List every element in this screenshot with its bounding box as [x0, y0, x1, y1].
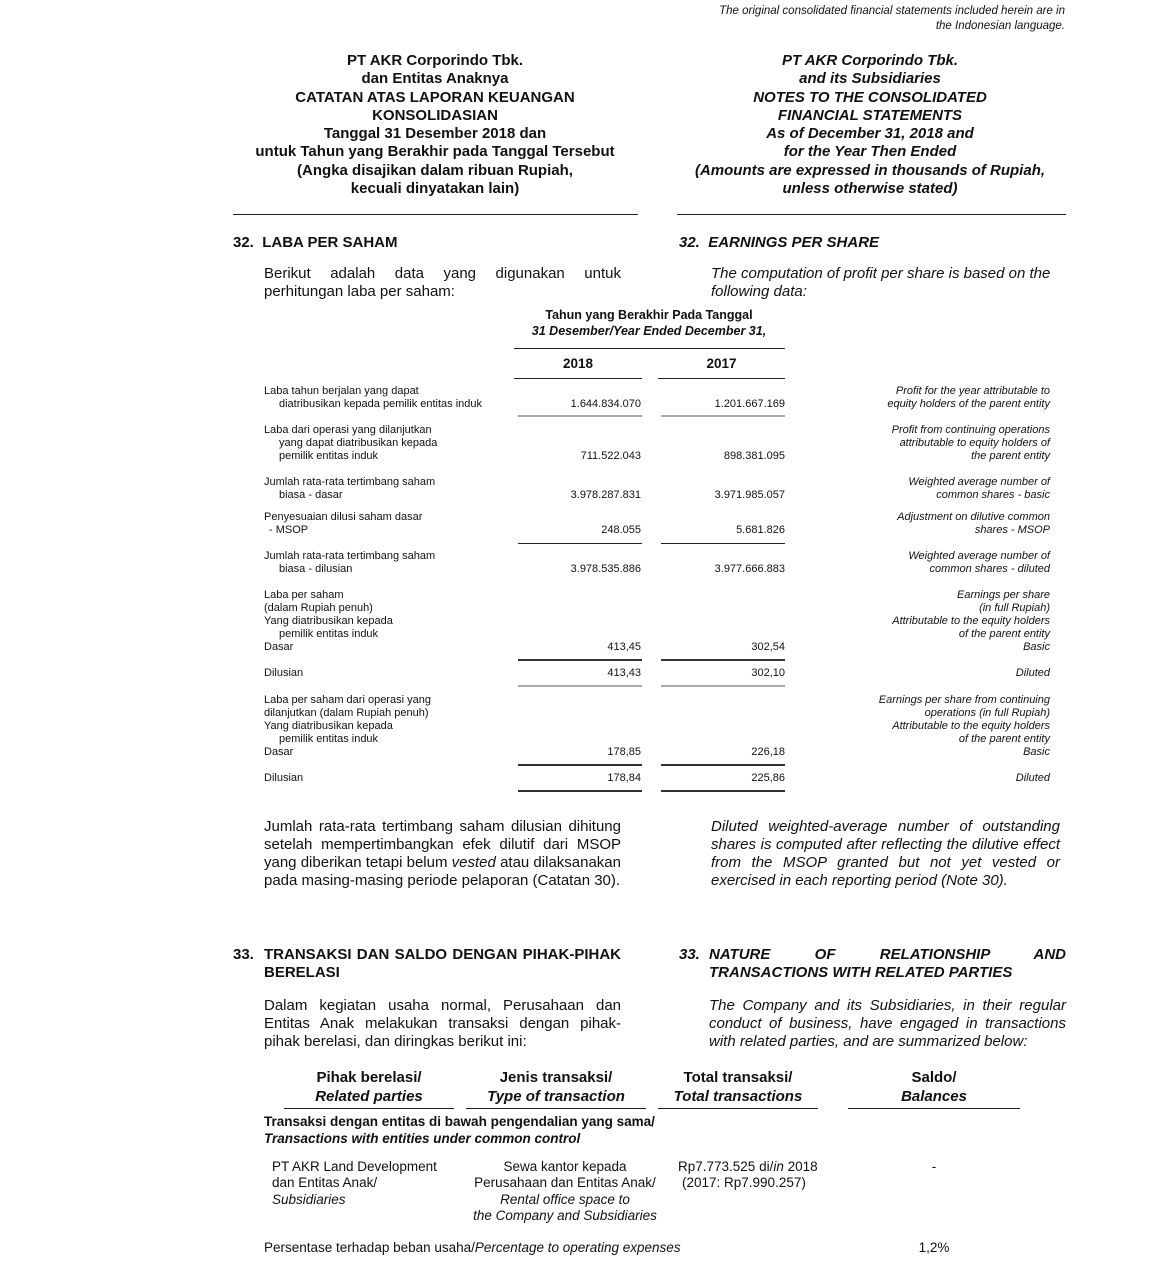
eps-label-en: Earnings per share (in full Rupiah) Attributable to the equity holders of the parent entity Basic [892, 589, 1050, 653]
eps-row-label-en: Adjustment on dilutive common shares - MSOP [897, 511, 1050, 536]
row-underline [661, 415, 785, 417]
header-english: PT AKR Corporindo Tbk. and its Subsidiaries NOTES TO THE CONSOLIDATED FINANCIAL STATEMENTS As of December 31, 2018 and for the Year Then Ended (Amounts are expressed in thousands of Rupiah, unless otherwise stated) [694, 52, 1046, 198]
section-33-intro-en: The Company and its Subsidiaries, in their regular conduct of business, have engaged in transactions with related parties, and are summarized below: [709, 997, 1066, 1050]
eps-row-value-2018: 248.055 [601, 524, 641, 536]
diluted-note-en: Diluted weighted-average number of outstanding shares is computed after reflecting the dilutive effect from the MSOP granted but not yet vested or exercised in each reporting period (Note 30). [711, 818, 1060, 889]
row-underline [518, 659, 642, 661]
eps-cont-basic-2018: 178,85 [607, 746, 641, 758]
eps-row-label-id: Jumlah rata-rata tertimbang saham biasa - dasar [264, 476, 436, 501]
section-33-title-id: TRANSAKSI DAN SALDO DENGAN PIHAK-PIHAK BERELASI [264, 946, 621, 981]
year-2017-header: 2017 [706, 356, 737, 371]
eps-basic-2017: 302,54 [751, 641, 785, 653]
eps-basic-2018: 413,45 [607, 641, 641, 653]
eps-row-value-2018: 711.522.043 [580, 450, 641, 462]
total-transaction-cell: Rp7.773.525 di/in 2018 (2017: Rp7.990.257) [678, 1159, 818, 1191]
eps-row-value-2018: 3.978.535.886 [570, 563, 641, 575]
translation-note: The original consolidated financial statements included herein are in the Indonesian language. [719, 5, 1065, 32]
eps-cont-label-en: Earnings per share from continuing operations (in full Rupiah) Attributable to the equity holders of the parent entity Basic [878, 694, 1050, 758]
th-underline [658, 1108, 818, 1109]
eps-row-value-2017: 5.681.826 [736, 524, 785, 536]
eps-row-value-2017: 1.201.667.169 [714, 398, 785, 410]
year-2018-header: 2018 [562, 356, 594, 371]
row-underline [661, 790, 785, 792]
row-underline [518, 685, 642, 687]
balance-cell: - [931, 1159, 937, 1174]
caption-underline [514, 348, 785, 349]
eps-row-label-en: Weighted average number of common shares - basic [908, 476, 1050, 501]
section-33-number-en: 33. [679, 946, 700, 963]
th-underline [848, 1108, 1020, 1109]
header-indonesian: PT AKR Corporindo Tbk. dan Entitas Anaknya CATATAN ATAS LAPORAN KEUANGAN KONSOLIDASIAN Tanggal 31 Desember 2018 dan untuk Tahun yang Berakhir pada Tanggal Tersebut (Angka disajikan dalam ribuan Rupiah, kecuali dinyatakan lain) [255, 52, 615, 198]
transaction-type-cell: Sewa kantor kepada Perusahaan dan Entitas Anak/ Rental office space to the Company and Subsidiaries [473, 1159, 657, 1223]
row-underline [661, 764, 785, 766]
section-33-intro-id: Dalam kegiatan usaha normal, Perusahaan dan Entitas Anak melakukan transaksi dengan pihak-pihak berelasi, dan diringkas berikut ini: [264, 997, 621, 1050]
percentage-label: Persentase terhadap beban usaha/Percentage to operating expenses [264, 1240, 681, 1255]
row-underline [518, 415, 642, 417]
year-2018-underline [514, 378, 642, 379]
eps-table-caption: Tahun yang Berakhir Pada Tanggal 31 Desember/Year Ended December 31, [531, 308, 767, 338]
th-balances: Saldo/ Balances [901, 1069, 967, 1105]
row-underline [518, 764, 642, 766]
eps-row-label-id: Penyesuaian dilusi saham dasar - MSOP [264, 511, 423, 536]
related-party-cell: PT AKR Land Development dan Entitas Anak/ Subsidiaries [272, 1159, 437, 1207]
row-underline [518, 790, 642, 792]
th-related-parties: Pihak berelasi/ Related parties [315, 1069, 423, 1105]
eps-row-label-id: Jumlah rata-rata tertimbang saham biasa - dilusian [264, 550, 436, 575]
eps-row-value-2018: 1.644.834.070 [570, 398, 641, 410]
th-underline [284, 1108, 454, 1109]
section-32-title-en: 32. EARNINGS PER SHARE [679, 234, 880, 251]
group-heading: Transaksi dengan entitas di bawah pengendalian yang sama/ Transactions with entities under common control [264, 1114, 655, 1146]
eps-diluted-label-en: Diluted [1015, 667, 1050, 679]
eps-cont-basic-2017: 226,18 [751, 746, 785, 758]
eps-row-value-2017: 898.381.095 [723, 450, 785, 462]
row-underline [661, 543, 785, 544]
section-32-title-id: 32. LABA PER SAHAM [233, 234, 398, 251]
eps-row-value-2018: 3.978.287.831 [570, 489, 641, 501]
row-underline [518, 543, 642, 544]
eps-cont-label-id: Laba per saham dari operasi yang dilanjutkan (dalam Rupiah penuh) Yang diatribusikan kepada pemilik entitas induk Dasar [264, 694, 431, 758]
header-divider-left [233, 214, 638, 215]
eps-row-label-en: Profit for the year attributable to equity holders of the parent entity [887, 385, 1050, 410]
section-33-title-en: NATURE OF RELATIONSHIP AND TRANSACTIONS WITH RELATED PARTIES [709, 946, 1066, 981]
eps-cont-diluted-label-id: Dilusian [264, 772, 304, 784]
section-32-intro-en: The computation of profit per share is based on the following data: [711, 265, 1051, 300]
eps-row-label-id: Laba tahun berjalan yang dapat diatribusikan kepada pemilik entitas induk [264, 385, 483, 410]
eps-diluted-2017: 302,10 [751, 667, 785, 679]
diluted-note-id: Jumlah rata-rata tertimbang saham dilusian dihitung setelah mempertimbangkan efek dilutif dari MSOP yang diberikan tetapi belum vested atau dilaksanakan pada masing-masing periode pelaporan (Catatan 30). [264, 818, 621, 889]
eps-diluted-2018: 413,43 [607, 667, 641, 679]
th-total-transactions: Total transaksi/ Total transactions [673, 1069, 803, 1105]
year-2017-underline [658, 378, 785, 379]
percentage-value: 1,2% [918, 1240, 950, 1255]
eps-cont-diluted-2018: 178,84 [607, 772, 641, 784]
header-divider-right [677, 214, 1066, 215]
eps-row-value-2017: 3.971.985.057 [714, 489, 785, 501]
eps-cont-diluted-label-en: Diluted [1015, 772, 1050, 784]
row-underline [661, 685, 785, 687]
eps-diluted-label-id: Dilusian [264, 667, 304, 679]
th-type-of-transaction: Jenis transaksi/ Type of transaction [487, 1069, 625, 1105]
eps-label-id: Laba per saham (dalam Rupiah penuh) Yang diatribusikan kepada pemilik entitas induk Dasar [264, 589, 393, 653]
section-32-intro-id: Berikut adalah data yang digunakan untuk perhitungan laba per saham: [264, 265, 621, 300]
row-underline [661, 659, 785, 661]
eps-row-label-id: Laba dari operasi yang dilanjutkan yang dapat diatribusikan kepada pemilik entitas induk [264, 424, 438, 462]
eps-row-label-en: Profit from continuing operations attributable to equity holders of the parent entity [891, 424, 1050, 462]
eps-row-label-en: Weighted average number of common shares - diluted [908, 550, 1050, 575]
eps-row-value-2017: 3.977.666.883 [714, 563, 785, 575]
section-33-number-id: 33. [233, 946, 254, 963]
eps-cont-diluted-2017: 225,86 [751, 772, 785, 784]
th-underline [466, 1108, 646, 1109]
